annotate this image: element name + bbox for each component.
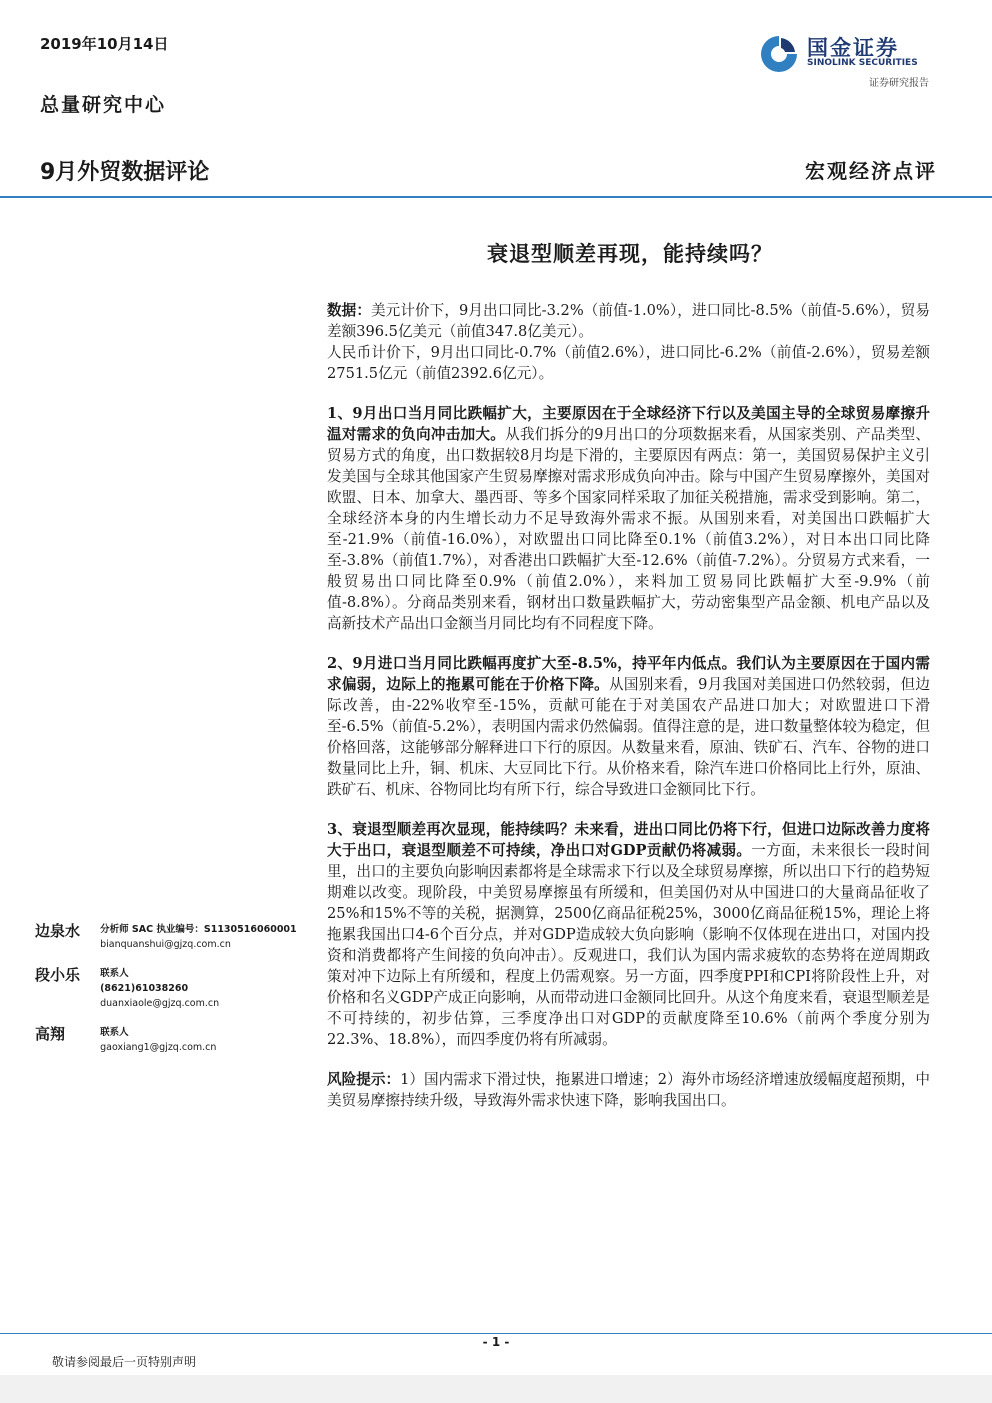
analyst-email[interactable]: duanxiaole@gjzq.com.cn xyxy=(100,998,220,1009)
analyst-phone: (8621)61038260 xyxy=(100,983,189,994)
header-rule xyxy=(0,196,992,198)
paragraph-text: 1）国内需求下滑过快，拖累进口增速；2）海外市场经济增速放缓幅度超预期，中美贸易摩擦持续升级，导致海外需求快速下降，影响我国出口。 xyxy=(327,1071,930,1109)
paragraph-data-usd xyxy=(327,300,930,342)
analyst-name: 高翔 xyxy=(35,1025,66,1043)
paragraph-text: 从国别来看，9月我国对美国进口仍然较弱，但边际改善，由-22%收窄至-15%，贡献可能在于对美国农产品进口加大；对欧盟进口下滑至-6.5%（前值-5.2%），表明国内需求仍然偏弱。值得注意的是，进口数量整体较为稳定，但价格回落，这能够部分解释进口下行的原因。从数量来看，原油、铁矿石、汽车、谷物的进口数量同比上升，铜、机床、大豆同比下行。从价格来看，除汽车进口价格同比上行外，原油、跌矿石、机床、谷物同比均有所下行，综合导致进口金额同比下行。 xyxy=(327,676,930,798)
analyst-name: 边泉水 xyxy=(35,922,81,940)
logo-name: 国金证券 xyxy=(807,36,899,60)
analyst-email[interactable]: gaoxiang1@gjzq.com.cn xyxy=(100,1042,217,1053)
analyst-role: 联系人 xyxy=(100,968,129,979)
paragraph-risk xyxy=(327,1069,930,1111)
footer-band xyxy=(0,1375,992,1403)
analyst-entry xyxy=(35,964,315,1011)
paragraph-lead: 2、9月进口当月同比跌幅再度扩大至-8.5%，持平年内低点。我们认为主要原因在于国内需求偏弱，边际上的拖累可能在于价格下降。 xyxy=(327,655,930,693)
paragraph-exports xyxy=(327,403,930,634)
analyst-role: 联系人 xyxy=(100,1027,129,1038)
analyst-email[interactable]: bianquanshui@gjzq.com.cn xyxy=(100,939,231,950)
logo-mark-icon xyxy=(757,32,801,76)
paragraph-text: 一方面，未来很长一段时间里，出口的主要负向影响因素都将是全球需求下行以及全球贸易摩擦，所以出口下行的趋势短期难以改变。现阶段，中美贸易摩擦虽有所缓和，但美国仍对从中国进口的大量商品征收了25%和15%不等的关税，据测算，2500亿商品征税25%，3000亿商品征税15%，理论上将拖累我国出口4-6个百分点，并对GDP造成较大负向影响（影响不仅体现在进出口，对国内投资和消费都将产生间接的负向冲击）。反观进口，我们认为国内需求疲软的态势将在逆周期政策对冲下边际上有所缓和，程度上仍需观察。另一方面，四季度PPI和CPI将阶段性上升，对价格和名义GDP产成正向影响，从而带动进口金额同比回升。从这个角度来看，衰退型顺差是不可持续的，初步估算，三季度净出口对GDP的贡献度降至10.6%（前两个季度分别为22.3%、18.8%），而四季度仍将有所减弱。 xyxy=(327,842,930,1048)
analyst-name: 段小乐 xyxy=(35,966,81,984)
paragraph-outlook xyxy=(327,819,930,1050)
analyst-list xyxy=(35,920,315,1067)
paragraph-text: 美元计价下，9月出口同比-3.2%（前值-1.0%），进口同比-8.5%（前值-5.6%），贸易差额396.5亿美元（前值347.8亿美元）。 xyxy=(327,302,930,340)
paragraph-lead: 1、9月出口当月同比跌幅扩大，主要原因在于全球经济下行以及美国主导的全球贸易摩擦升温对需求的负向冲击加大。 xyxy=(327,405,930,443)
paragraph-lead: 风险提示： xyxy=(327,1071,401,1088)
page-number: - 1 - xyxy=(482,1335,510,1349)
footer-rule xyxy=(0,1333,992,1334)
paragraph-text: 从我们拆分的9月出口的分项数据来看，从国家类别、产品类型、贸易方式的角度，出口数据较8月均是下滑的，主要原因有两点：第一，美国贸易保护主义引发美国与全球其他国家产生贸易摩擦对需求形成负向冲击。除与中国产生贸易摩擦外，美国对欧盟、日本、加拿大、墨西哥、等多个国家同样采取了加征关税措施，需求受到影响。第二，全球经济本身的内生增长动力不足导致海外需求不振。从国别来看，对美国出口跌幅扩大至-21.9%（前值-16.0%），对欧盟出口同比降至0.1%（前值3.2%），对日本出口同比降至-3.8%（前值1.7%），对香港出口跌幅扩大至-12.6%（前值-7.2%）。分贸易方式来看，一般贸易出口同比降至0.9%（前值2.0%），来料加工贸易同比跌幅扩大至-9.9%（前值-8.8%）。分商品类别来看，钢材出口数量跌幅扩大，劳动密集型产品金额、机电产品以及高新技术产品出口金额当月同比均有不同程度下降。 xyxy=(327,426,930,632)
report-date: 2019年10月14日 xyxy=(40,35,169,53)
paragraph-text: 人民币计价下，9月出口同比-0.7%（前值2.6%），进口同比-6.2%（前值-2.6%），贸易差额2751.5亿元（前值2392.6亿元）。 xyxy=(327,344,930,382)
disclaimer-note: 敬请参阅最后一页特别声明 xyxy=(52,1355,197,1369)
research-center: 总量研究中心 xyxy=(40,94,167,116)
analyst-info xyxy=(100,920,297,952)
paragraph-lead: 3、衰退型顺差再次显现，能持续吗？未来看，进出口同比仍将下行，但进口边际改善力度将大于出口，衰退型顺差不可持续，净出口对GDP贡献仍将减弱。 xyxy=(327,821,930,859)
paragraph-imports xyxy=(327,653,930,800)
paragraph-lead: 数据： xyxy=(327,302,371,319)
logo-caption: 证券研究报告 xyxy=(869,78,929,89)
analyst-entry xyxy=(35,1023,315,1055)
logo-english: SINOLINK SECURITIES xyxy=(807,58,918,68)
paragraph-data-rmb xyxy=(327,342,930,384)
analyst-info xyxy=(100,1023,216,1055)
report-type: 宏观经济点评 xyxy=(805,159,937,183)
analyst-entry xyxy=(35,920,315,952)
company-logo xyxy=(757,30,947,90)
analyst-info xyxy=(100,964,219,1011)
article-body xyxy=(327,300,930,1130)
analyst-role: 分析师 SAC 执业编号：S1130516060001 xyxy=(100,924,297,935)
report-title: 9月外贸数据评论 xyxy=(40,160,210,185)
article-headline: 衰退型顺差再现，能持续吗？ xyxy=(487,241,773,266)
